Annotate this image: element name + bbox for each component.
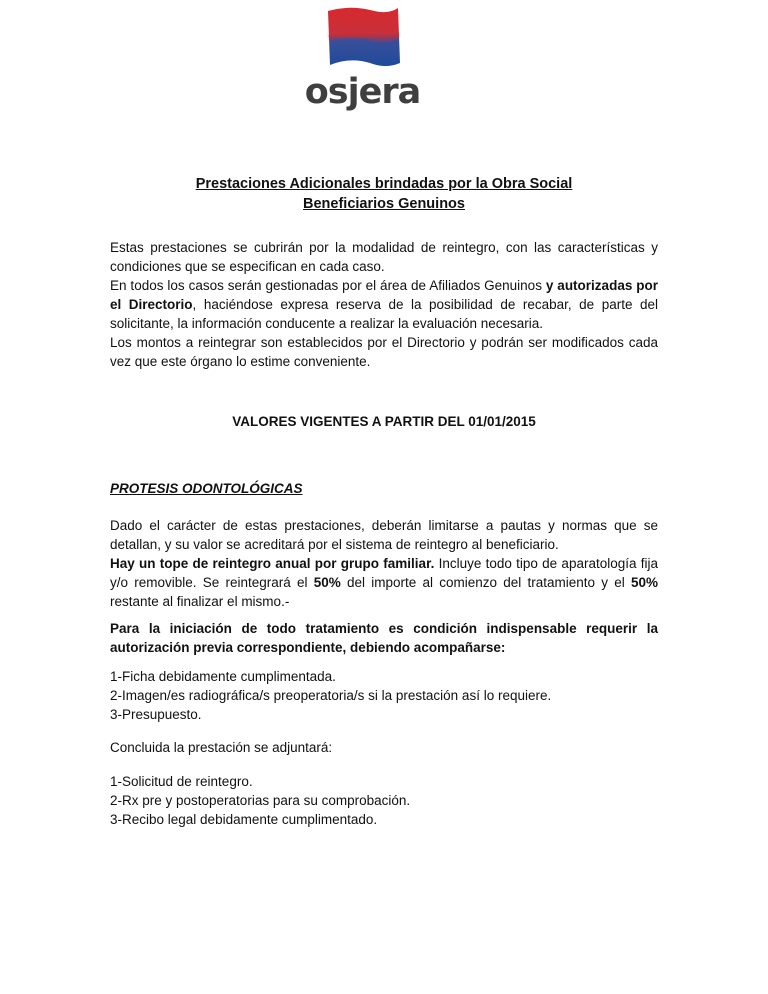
logo-text: osjera <box>304 72 421 112</box>
valores-heading: VALORES VIGENTES A PARTIR DEL 01/01/2015 <box>232 414 536 429</box>
page-subtitle: Beneficiarios Genuinos <box>303 196 465 212</box>
intro-paragraph-1: Estas prestaciones se cubrirán por la modalidad de reintegro, con las características y condiciones que se especifican en cada caso. <box>110 240 658 274</box>
conclusion-text: Concluida la prestación se adjuntará: <box>110 740 333 755</box>
protesis-heading: PROTESIS ODONTOLÓGICAS <box>110 481 303 496</box>
protesis-body <box>110 516 658 611</box>
attachments-list <box>110 772 658 829</box>
osjera-logo <box>290 5 435 113</box>
intro-paragraph-2: En todos los casos serán gestionadas por el área de Afiliados Genuinos y autorizadas por el Directorio, haciéndose expresa reserva de la posibilidad de recabar, de parte del solicitante, la información conducente a realizar la evaluación necesaria. <box>110 278 659 331</box>
list-item: 3-Presupuesto. <box>110 707 202 722</box>
protesis-paragraph-1: Dado el carácter de estas prestaciones, deberán limitarse a pautas y normas que se detallan, y su valor se acreditará por el sistema de reintegro al beneficiario. <box>110 518 658 552</box>
list-item: 2-Imagen/es radiográfica/s preoperatoria/s si la prestación así lo requiere. <box>110 688 552 703</box>
intro-paragraph-3: Los montos a reintegrar son establecidos por el Directorio y podrán ser modificados cada vez que este órgano lo estime conveniente. <box>110 335 658 369</box>
protesis-paragraph-2: Hay un tope de reintegro anual por grupo familiar. Incluye todo tipo de aparatología fija y/o removible. Se reintegrará el 50% del importe al comienzo del tratamiento y el 50% restante al finalizar el mismo.- <box>110 556 659 609</box>
list-item: 2-Rx pre y postoperatorias para su comprobación. <box>110 793 411 808</box>
page-title: Prestaciones Adicionales brindadas por la Obra Social <box>195 176 573 192</box>
intro-block <box>110 238 658 371</box>
list-item: 1-Ficha debidamente cumplimentada. <box>110 669 336 684</box>
requirement-paragraph: Para la iniciación de todo tratamiento es condición indispensable requerir la autorización previa correspondiente, debiendo acompañarse: <box>110 621 658 655</box>
list-item: 3-Recibo legal debidamente cumplimentado. <box>110 812 378 827</box>
flag-icon <box>290 5 435 75</box>
list-item: 1-Solicitud de reintegro. <box>110 774 253 789</box>
requirements-list <box>110 667 658 724</box>
